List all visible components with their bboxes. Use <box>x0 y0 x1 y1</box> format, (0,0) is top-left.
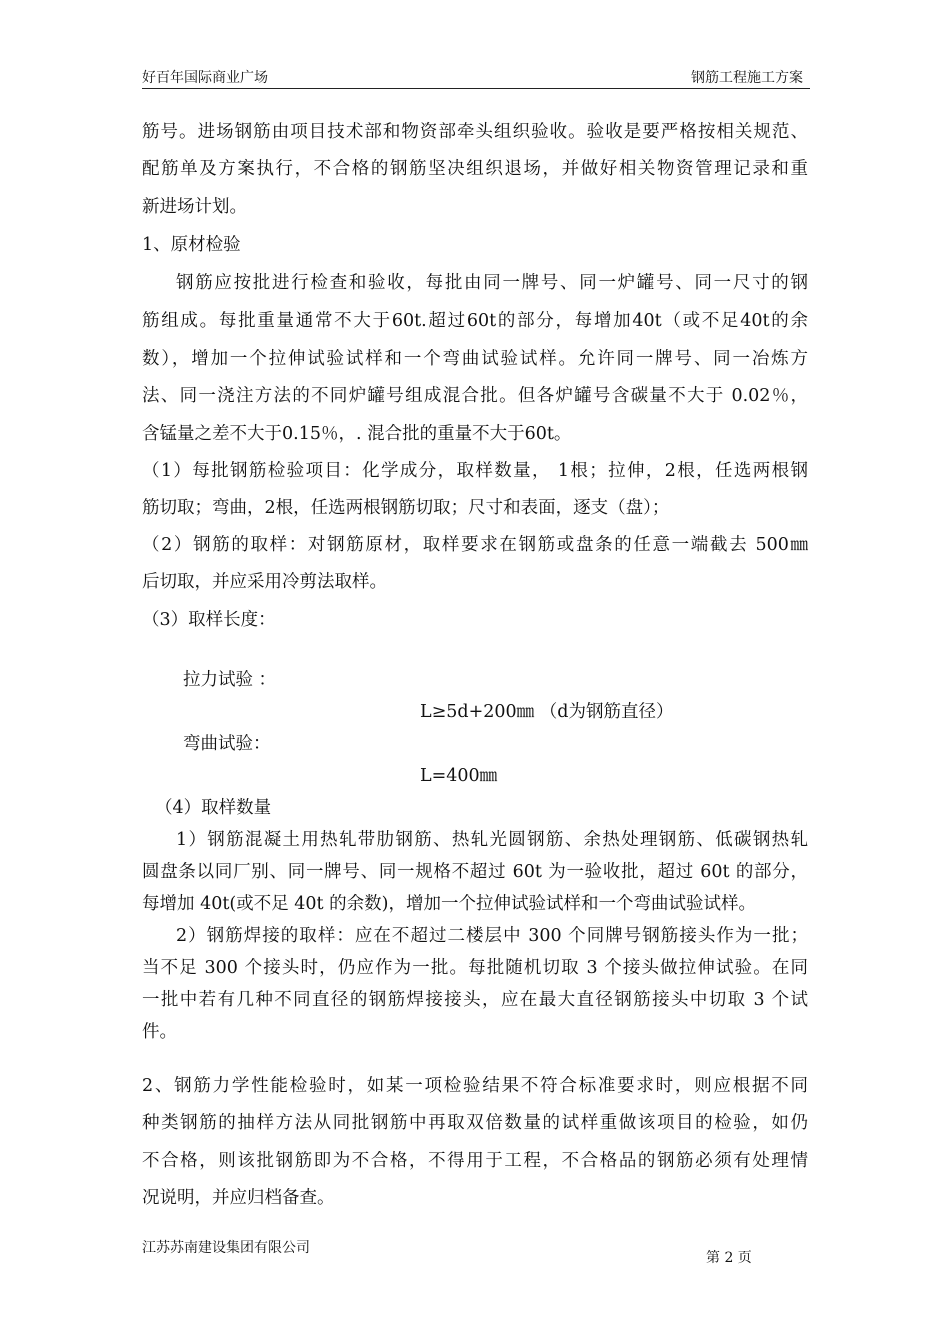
list-item: （4）取样数量 <box>155 798 272 818</box>
body-line: 数），增加一个拉伸试验试样和一个弯曲试验试样。允许同一牌号、同一冶炼方 <box>142 349 808 369</box>
test-label: 拉力试验 ： <box>183 670 277 690</box>
section-heading: 1、原材检验 <box>142 235 241 255</box>
body-line: 况说明，并应归档备查。 <box>142 1188 335 1208</box>
body-line: 一批中若有几种不同直径的钢筋焊接接头，应在最大直径钢筋接头中切取 3 个试 <box>142 990 808 1010</box>
body-line: 当不足 300 个接头时，仍应作为一批。每批随机切取 3 个接头做拉伸试验。在同 <box>142 958 808 978</box>
footer-company: 江苏苏南建设集团有限公司 <box>142 1240 310 1256</box>
body-line: 含锰量之差不大于0.15％，. 混合批的重量不大于60t。 <box>142 424 572 444</box>
footer-page-number: 第 2 页 <box>706 1250 752 1266</box>
body-line: 筋切取；弯曲，2根，任选两根钢筋切取；尺寸和表面，逐支（盘）； <box>142 498 670 518</box>
formula: L≥5d+200㎜ （d为钢筋直径） <box>420 702 674 722</box>
section-heading: 2、钢筋力学性能检验时，如某一项检验结果不符合标准要求时，则应根据不同 <box>142 1076 808 1096</box>
body-line: 圆盘条以同厂别、同一牌号、同一规格不超过 60t 为一验收批，超过 60t 的部分， <box>142 862 808 882</box>
body-line: 筋组成。每批重量通常不大于60t.超过60t的部分，每增加40t（或不足40t的余 <box>142 311 808 331</box>
test-label: 弯曲试验： <box>183 734 271 754</box>
body-line: 件。 <box>142 1022 177 1042</box>
header-divider <box>142 88 810 89</box>
body-line: 种类钢筋的抽样方法从同批钢筋中再取双倍数量的试样重做该项目的检验，如仍 <box>142 1113 808 1133</box>
body-line: 筋号。进场钢筋由项目技术部和物资部牵头组织验收。验收是要严格按相关规范、 <box>142 122 808 142</box>
body-line: 2）钢筋焊接的取样：应在不超过二楼层中 300 个同牌号钢筋接头作为一批； <box>176 926 808 946</box>
list-item: （1）每批钢筋检验项目：化学成分，取样数量， 1根；拉伸，2根，任选两根钢 <box>142 461 808 481</box>
body-line: 配筋单及方案执行，不合格的钢筋坚决组织退场，并做好相关物资管理记录和重 <box>142 159 808 179</box>
body-line: 1）钢筋混凝土用热轧带肋钢筋、热轧光圆钢筋、余热处理钢筋、低碳钢热轧 <box>176 830 808 850</box>
body-line: 后切取，并应采用冷剪法取样。 <box>142 572 387 592</box>
header-project-name: 好百年国际商业广场 <box>142 70 268 86</box>
body-line: 每增加 40t(或不足 40t 的余数)，增加一个拉伸试验试样和一个弯曲试验试样。 <box>142 894 756 914</box>
body-line: 钢筋应按批进行检查和验收，每批由同一牌号、同一炉罐号、同一尺寸的钢 <box>176 273 808 293</box>
list-item: （2）钢筋的取样：对钢筋原材，取样要求在钢筋或盘条的任意一端截去 500㎜ <box>142 535 808 555</box>
formula: L=400㎜ <box>420 766 498 786</box>
body-line: 法、同一浇注方法的不同炉罐号组成混合批。但各炉罐号含碳量不大于 0.02％， <box>142 386 808 406</box>
body-line: 不合格，则该批钢筋即为不合格，不得用于工程，不合格品的钢筋必须有处理情 <box>142 1151 808 1171</box>
body-line: 新进场计划。 <box>142 197 247 217</box>
list-item: （3）取样长度： <box>142 610 276 630</box>
header-document-title: 钢筋工程施工方案 <box>691 70 803 86</box>
